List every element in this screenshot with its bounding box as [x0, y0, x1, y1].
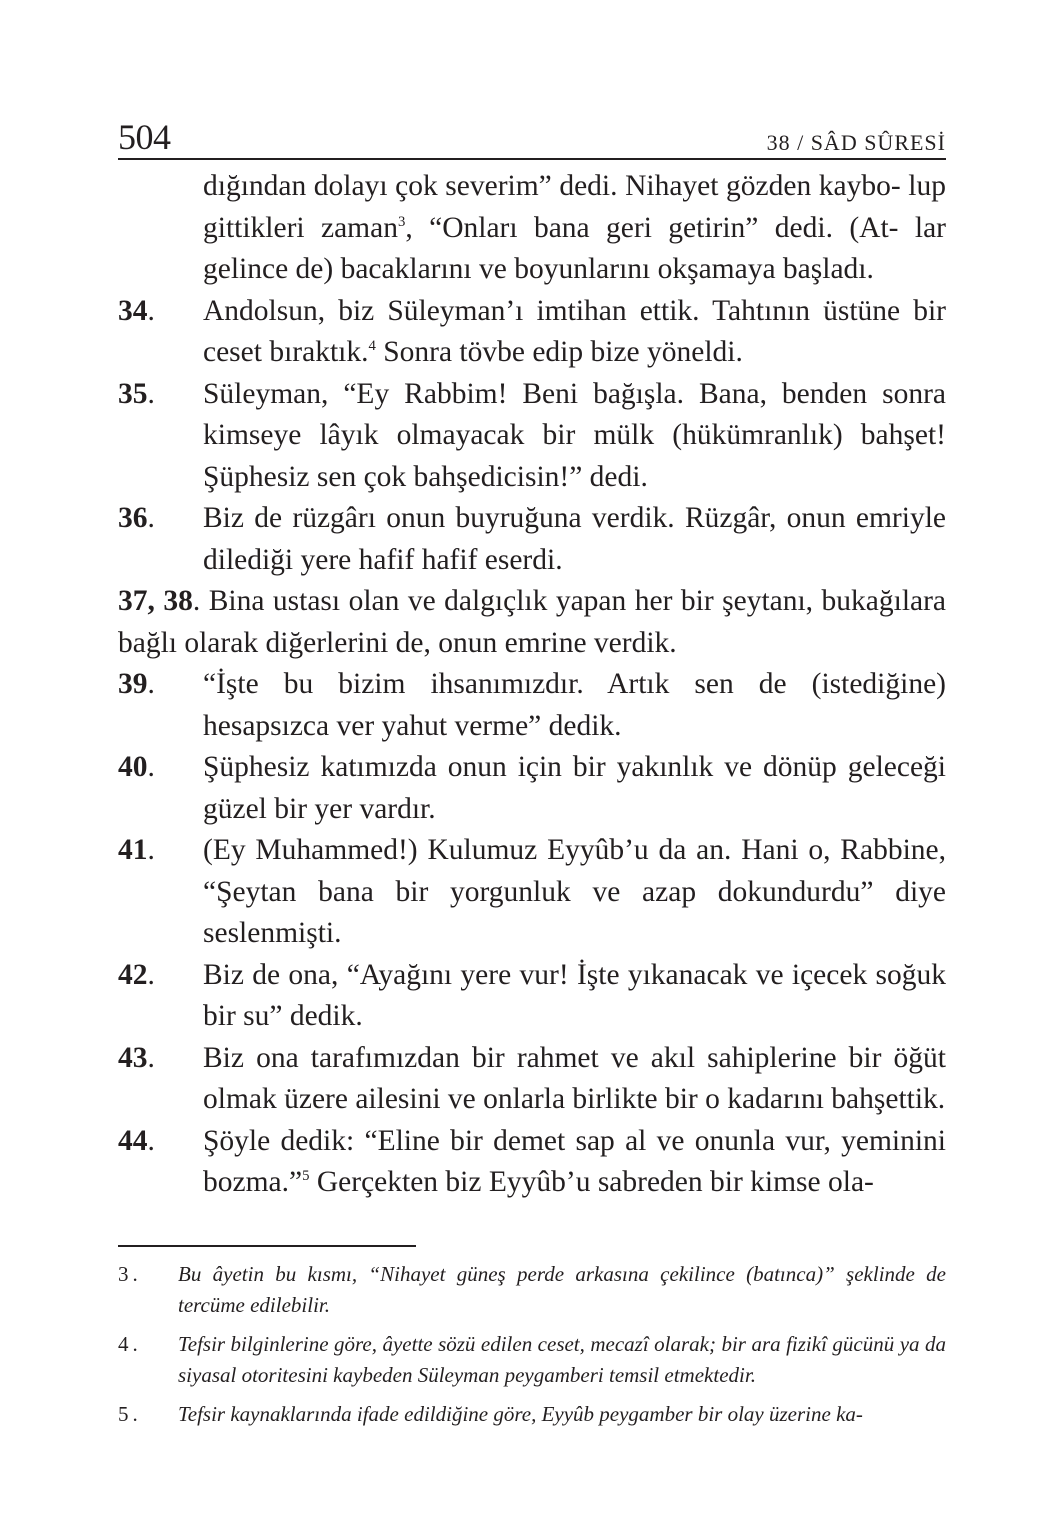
verse-number: 37, 38: [118, 585, 193, 617]
footnote-number: 5.: [118, 1402, 142, 1426]
verse: 35. Süleyman, “Ey Rabbim! Beni bağışla. Bana, benden sonra kimseye lâyık olmayacak bir mülk (hükümranlık) bahşet! Şüphesiz sen çok bahşedicisin!” dedi.: [118, 374, 946, 499]
footnote: [118, 1329, 946, 1391]
continuation-line: lup gittikleri zaman: [203, 170, 946, 244]
verse-number: 40: [118, 751, 148, 783]
verse-text: “İşte bu bizim ihsanımızdır. Artık sen de (istediğine) hesapsızca ver yahut verme” dedik.: [203, 668, 946, 742]
main-text: [118, 166, 946, 1204]
footnote-ref: 3: [397, 213, 406, 230]
running-title: 38 / SÂD SÛRESİ: [766, 130, 946, 155]
footnote-number: 4.: [118, 1332, 142, 1356]
page-header: [118, 116, 946, 160]
verse-number: 42: [118, 958, 148, 991]
verse: 34. Andolsun, biz Süleyman’ı imtihan ettik. Tahtının üstüne bir ceset bıraktık.$^4$ Sonra tövbe edip bize yöneldi.: [118, 294, 946, 368]
verse-number: 43: [118, 1041, 148, 1074]
verse-number: 44: [118, 1124, 148, 1157]
verse: 44. Şöyle dedik: “Eline bir demet sap al ve onunla vur, yeminini bozma.”$^5$ Gerçekten biz Eyyûb’u sabreden bir kimse ola-: [118, 1124, 946, 1198]
verse-text: Şüphesiz katımızda onun için bir yakınlık ve dönüp geleceği güzel bir yer vardır.: [203, 751, 946, 825]
verse-text: Biz de ona, “Ayağını yere vur! İşte yıkanacak ve içecek soğuk bir su” dedik.: [203, 958, 946, 1032]
footnote: [118, 1399, 946, 1430]
verse-text: Şöyle dedik: “Eline bir demet sap al ve onunla vur, yeminini bozma.”: [203, 1124, 946, 1198]
verse: 37, 38. Bina ustası olan ve dalgıçlık yapan her bir şeytanı, bukağılara bağlı olarak diğerlerini de, onun emrine verdik.: [118, 585, 947, 659]
footnote-ref: 5: [302, 1168, 310, 1185]
verse-number: 39: [118, 668, 148, 700]
verse: 36. Biz de rüzgârı onun buyruğuna verdik. Rüzgâr, onun emriyle dilediği yere hafif hafif eserdi.: [118, 498, 946, 581]
footnote-divider: [118, 1245, 416, 1247]
verse-text: Süleyman, “Ey Rabbim! Beni bağışla. Bana, benden sonra kimseye lâyık olmayacak bir mülk (hükümranlık) bahşet! Şüphesiz sen çok bahşedicisin!” dedi.: [203, 377, 946, 493]
footnote-text: Tefsir kaynaklarında ifade edildiğine göre, Eyyûb peygamber bir olay üzerine ka-: [178, 1402, 863, 1426]
verse-text: Bina ustası olan ve dalgıçlık yapan her bir şeytanı, bukağılara bağlı olarak diğerlerini de, onun emrine verdik.: [118, 585, 947, 659]
verse: 39. “İşte bu bizim ihsanımızdır. Artık sen de (istediğine) hesapsızca ver yahut verme” dedik.: [118, 664, 946, 747]
verse-text: (Ey Muhammed!) Kulumuz Eyyûb’u da an. Hani o, Rabbine, “Şeytan bana bir yorgunluk ve azap dokundurdu” diye seslenmişti.: [203, 834, 946, 949]
verse-text: Sonra tövbe edip bize yöneldi.: [375, 336, 743, 368]
verse: 43. Biz ona tarafımızdan bir rahmet ve akıl sahiplerine bir öğüt olmak üzere ailesini ve onlarla birlikte bir o kadarını bahşettik.: [118, 1038, 946, 1121]
verse-number: 41: [118, 834, 148, 866]
continuation-line: lar gelince de) bacaklarını ve boyunlarını okşamaya başladı.: [203, 211, 946, 285]
footnote-text: Bu âyetin bu kısmı, “Nihayet güneş perde arkasına çekilince (batınca)” şeklinde de tercüme edilebilir.: [178, 1262, 946, 1317]
footnote-ref: 4: [368, 338, 376, 355]
verse-text: Biz ona tarafımızdan bir rahmet ve akıl sahiplerine bir öğüt olmak üzere ailesini ve onlarla birlikte bir o kadarını bahşettik.: [203, 1041, 946, 1115]
page-number: 504: [118, 117, 171, 157]
footnote-number: 3.: [118, 1262, 142, 1286]
footnote: [118, 1259, 946, 1321]
verse-text: Biz de rüzgârı onun buyruğuna verdik. Rüzgâr, onun emriyle dilediği yere hafif hafif eserdi.: [203, 502, 946, 576]
verse-number: 35: [118, 377, 148, 410]
verse-number: 34: [118, 294, 148, 327]
verse-continuation: [118, 166, 946, 291]
verse: 40. Şüphesiz katımızda onun için bir yakınlık ve dönüp geleceği güzel bir yer vardır.: [118, 747, 946, 830]
verse-text: Gerçekten biz Eyyûb’u sabreden bir kimse ola-: [309, 1166, 874, 1198]
footnote-text: Tefsir bilginlerine göre, âyette sözü edilen ceset, mecazî olarak; bir ara fizikî gücünü ya da siyasal otoritesini kaybeden Süleyman peygamberi temsil etmektedir.: [178, 1332, 946, 1387]
verse: 42. Biz de ona, “Ayağını yere vur! İşte yıkanacak ve içecek soğuk bir su” dedik.: [118, 955, 946, 1038]
verse: 41. (Ey Muhammed!) Kulumuz Eyyûb’u da an. Hani o, Rabbine, “Şeytan bana bir yorgunluk ve azap dokundurdu” diye seslenmişti.: [118, 830, 946, 955]
verse-number: 36: [118, 502, 148, 534]
continuation-line: , “Onları bana geri getirin” dedi. (At-: [405, 211, 899, 244]
continuation-line: dığından dolayı çok severim” dedi. Nihayet gözden kaybo-: [203, 170, 901, 202]
footnotes: [118, 1259, 946, 1438]
verse-text: Andolsun, biz Süleyman’ı imtihan ettik. Tahtının üstüne bir ceset bıraktık.: [203, 294, 946, 368]
